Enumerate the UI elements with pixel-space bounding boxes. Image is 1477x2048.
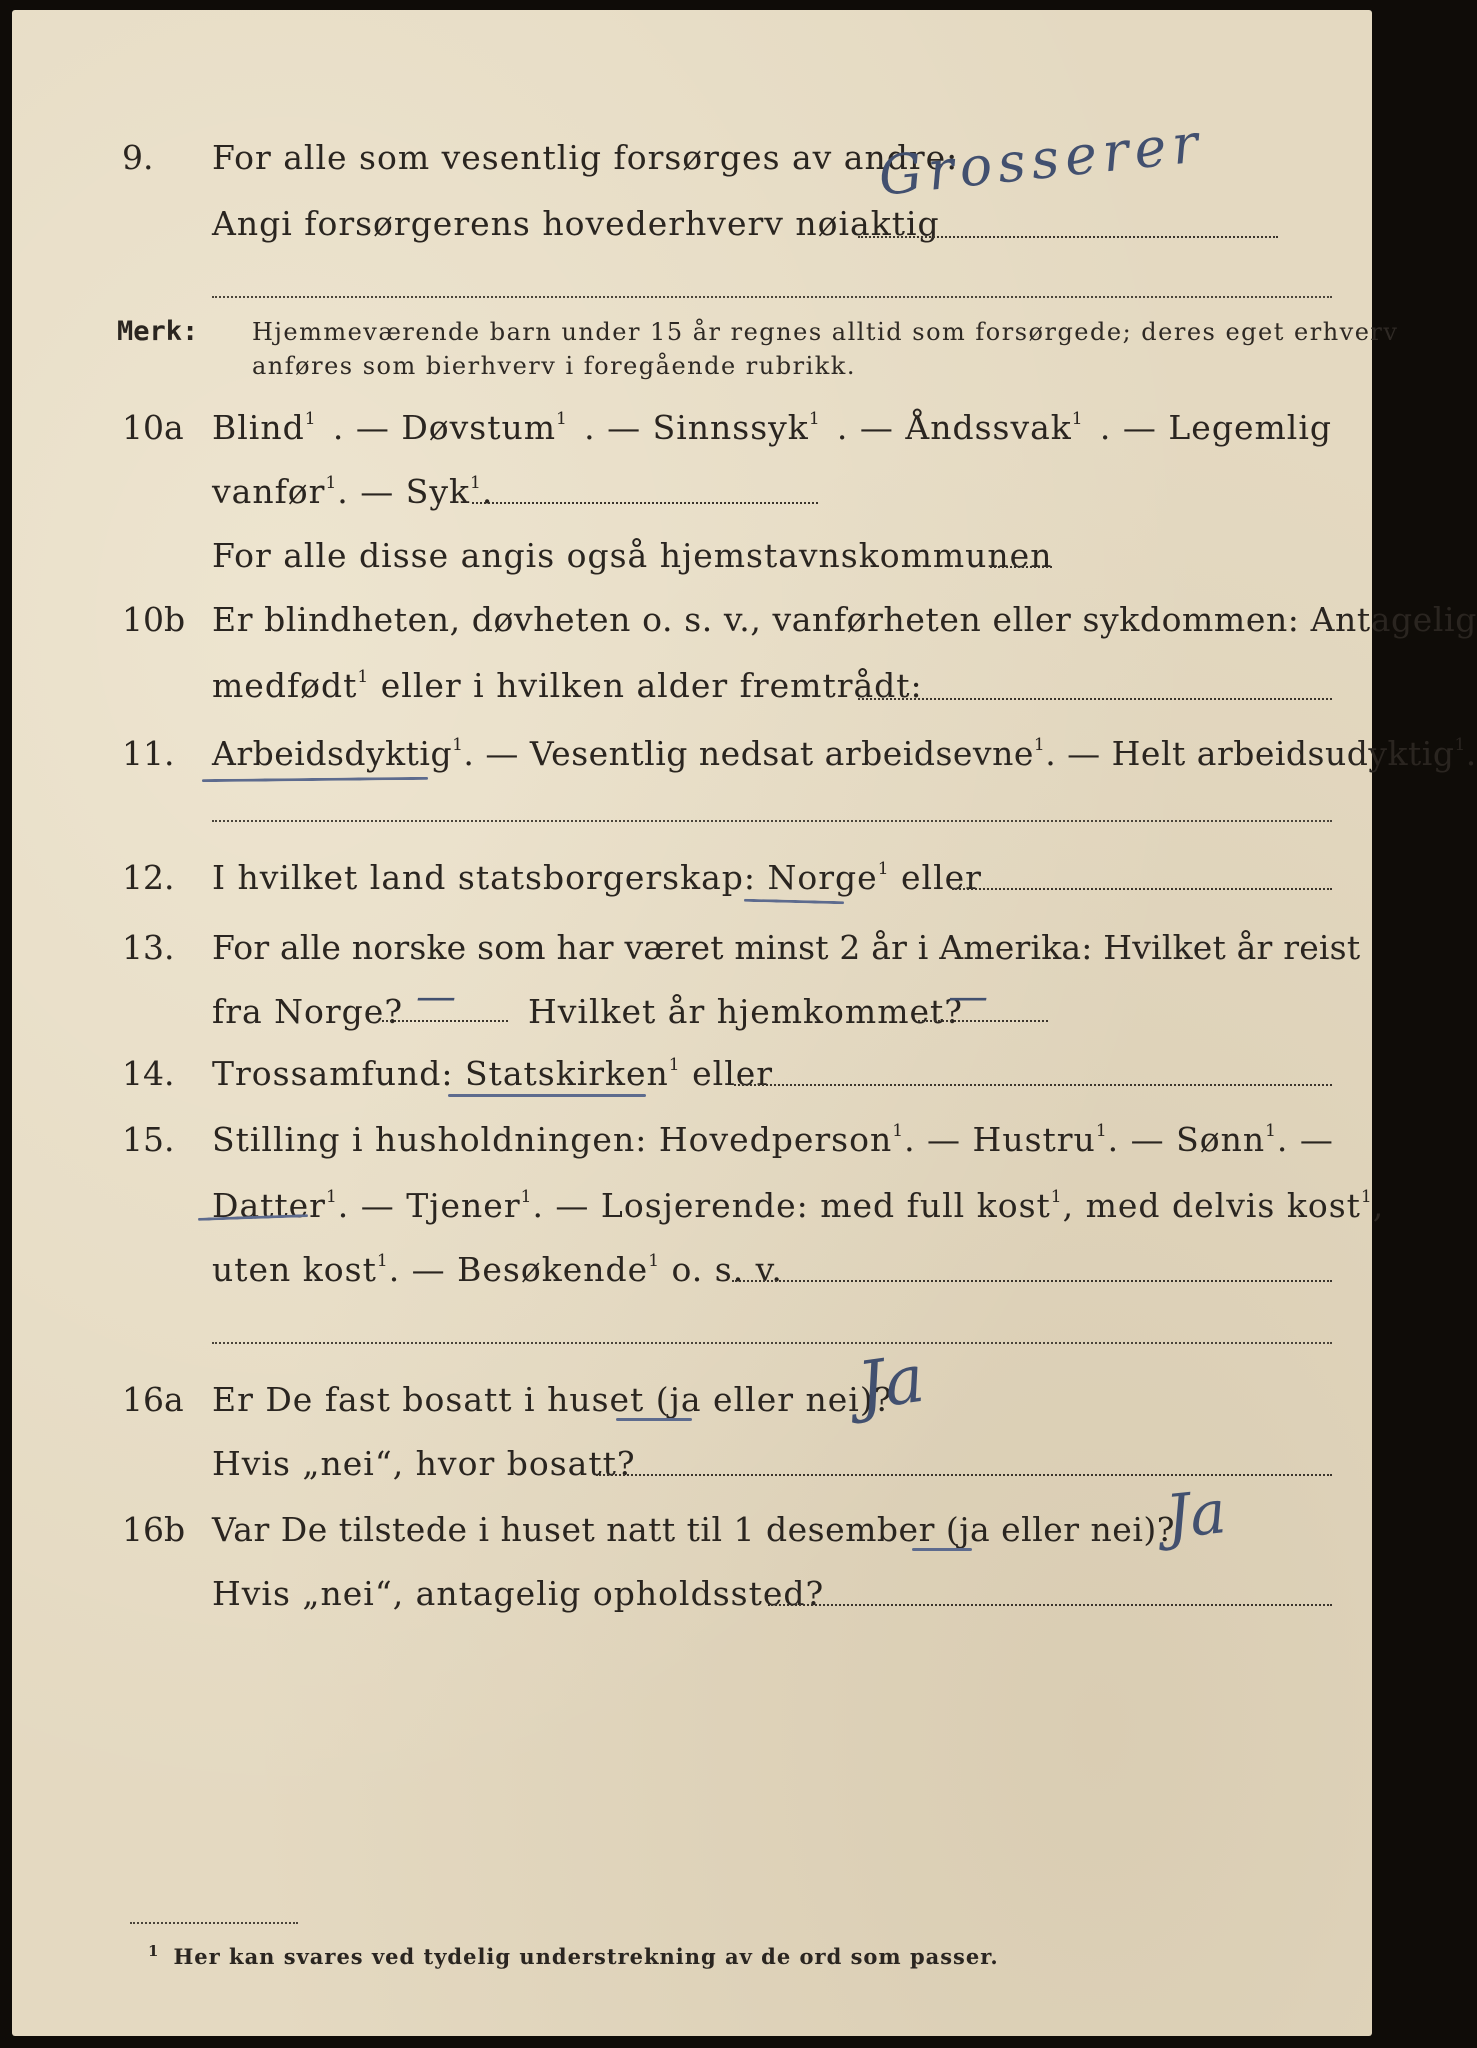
q14-line-1: Trossamfund: Statskirken$^1$ eller (212, 1054, 774, 1093)
question-number-13: 13. (122, 928, 175, 967)
q12-line-1: I hvilket land statsborgerskap: Norge$^1$ eller (212, 858, 982, 897)
merk-label: Merk: (117, 316, 199, 347)
q10b-line-2: medfødt$^1$ eller i hvilken alder fremtrådt: (212, 666, 923, 705)
q12-answer-line (952, 888, 1332, 890)
q15-line-3: uten kost$^1$. — Besøkende$^1$ o. s. v. (212, 1250, 783, 1289)
footnote (148, 1942, 999, 1969)
q10a-line-2: vanfør$^1$. — Syk$^1$. (212, 472, 494, 511)
merk-line-1: Hjemmeværende barn under 15 år regnes alltid som forsørgede; deres eget erhverv (252, 318, 1399, 346)
q13-line-2b: Hvilket år hjemkommet? (528, 992, 963, 1031)
q13-reist-handwritten-dash: — (416, 974, 456, 1020)
q16a-handwritten-answer: Ja (852, 1339, 929, 1426)
footnote-rule (130, 1922, 298, 1924)
question-number-10a: 10a (122, 408, 184, 447)
q15-answer-line (732, 1280, 1332, 1282)
question-number-14: 14. (122, 1054, 175, 1093)
q9-line-1: For alle som vesentlig forsørges av andre: (212, 138, 959, 177)
q16b-line-2: Hvis „nei“, antagelig opholdssted? (212, 1574, 825, 1613)
q13-line-2a: fra Norge? (212, 992, 404, 1031)
ja-underline-mark-16a (616, 1418, 692, 1421)
q10a-line-1: Blind$^1$ . — Døvstum$^1$ . — Sinnssyk$^1$ . — Åndssvak$^1$ . — Legemlig (212, 408, 1332, 447)
arbeidsdyktig-underline-mark (202, 777, 428, 782)
q9-line-2: Angi forsørgerens hovederhverv nøiaktig (212, 204, 940, 243)
q11-blank-line (212, 820, 1332, 822)
q16b-handwritten-answer: Ja (1162, 1477, 1230, 1553)
q13-hjemkommet-handwritten-dash: — (948, 974, 988, 1020)
question-number-11: 11. (122, 734, 175, 773)
q16b-line-1: Var De tilstede i huset natt til 1 desember (ja eller nei)? (212, 1510, 1175, 1549)
statskirken-underline-mark (448, 1094, 646, 1097)
q10b-line-1: Er blindheten, døvheten o. s. v., vanførheten eller sykdommen: Antagelig (212, 600, 1477, 639)
q13-hjemkommet-answer-line (918, 1020, 1048, 1022)
q16a-line-1: Er De fast bosatt i huset (ja eller nei)? (212, 1380, 893, 1419)
q10b-answer-line (858, 698, 1332, 700)
footnote-mark: 1 (148, 1942, 160, 1960)
q10a-line-3: For alle disse angis også hjemstavnskommunen (212, 536, 1053, 575)
ja-underline-mark-16b (912, 1548, 972, 1551)
q16a-line-2: Hvis „nei“, hvor bosatt? (212, 1444, 636, 1483)
question-number-12: 12. (122, 858, 175, 897)
question-number-9: 9. (122, 138, 154, 177)
q16b-answer-line (768, 1604, 1332, 1606)
question-number-16a: 16a (122, 1380, 184, 1419)
q15-line-2: Datter$^1$ . — Tjener$^1$ . — Losjerende: med full kost$^1$ , med delvis kost$^1$, (212, 1186, 1385, 1225)
merk-line-2: anføres som bierhverv i foregående rubrikk. (252, 352, 856, 380)
census-form-page (12, 10, 1477, 2036)
norge-underline-mark (744, 899, 844, 905)
q11-line-1: Arbeidsdyktig$^1$. — Vesentlig nedsat arbeidsevne$^1$. — Helt arbeidsudyktig$^1$. (212, 734, 1477, 773)
q10a-syk-answer-line (472, 502, 818, 504)
q10a-hjemstavn-answer-line (990, 566, 1052, 568)
q9-handwritten-answer: Grosserer (875, 111, 1207, 208)
question-number-10b: 10b (122, 600, 186, 639)
q15-blank-line (212, 1342, 1332, 1344)
q15-line-1: Stilling i husholdningen: Hovedperson$^1$ . — Hustru$^1$ . — Sønn$^1$ . — (212, 1120, 1334, 1159)
q16a-answer-line (596, 1474, 1332, 1476)
footnote-text: Her kan svares ved tydelig understrekning av de ord som passer. (173, 1944, 999, 1969)
q9-blank-line (212, 296, 1332, 298)
q14-answer-line (734, 1084, 1332, 1086)
q13-line-1: For alle norske som har været minst 2 år i Amerika: Hvilket år reist (212, 928, 1361, 967)
question-number-16b: 16b (122, 1510, 186, 1549)
q13-reist-answer-line (382, 1020, 508, 1022)
question-number-15: 15. (122, 1120, 175, 1159)
q9-answer-line (858, 236, 1278, 238)
